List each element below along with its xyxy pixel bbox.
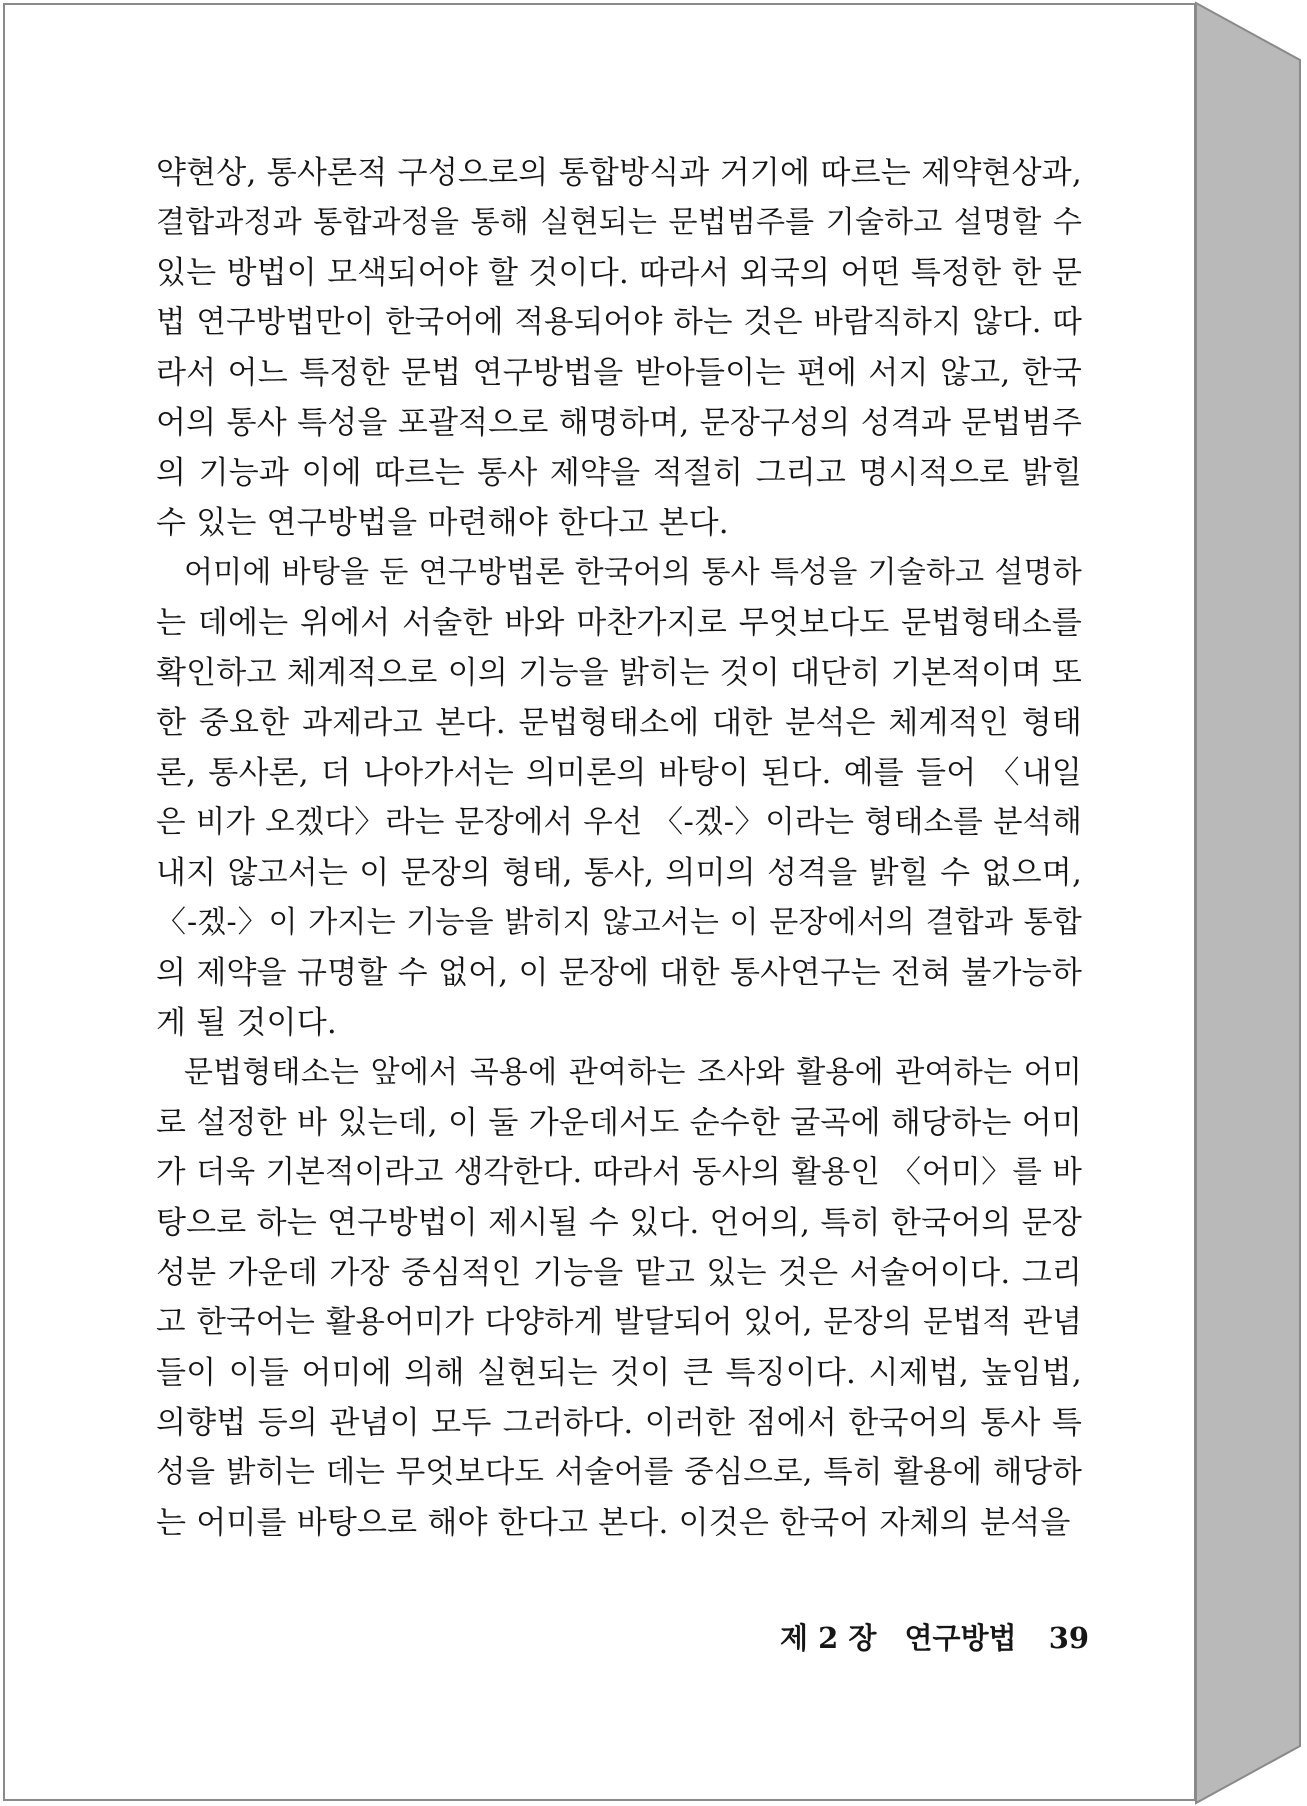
text-line: 은 비가 오겠다〉라는 문장에서 우선 〈-겠-〉이라는 형태소를 분석해 (156, 805, 1082, 840)
text-line: 들이 이들 어미에 의해 실현되는 것이 큰 특징이다. 시제법, 높임법, (156, 1355, 1082, 1391)
text-line: 법 연구방법만이 한국어에 적용되어야 하는 것은 바람직하지 않다. 따 (156, 305, 1082, 340)
text-line: 성을 밝히는 데는 무엇보다도 서술어를 중심으로, 특히 활용에 해당하 (156, 1455, 1082, 1490)
text-line: 의 제약을 규명할 수 없어, 이 문장에 대한 통사연구는 전혀 불가능하 (156, 955, 1082, 991)
text-line: 가 더욱 기본적이라고 생각한다. 따라서 동사의 활용인 〈어미〉를 바 (156, 1155, 1082, 1190)
text-line: 론, 통사론, 더 나아가서는 의미론의 바탕이 된다. 예를 들어 〈내일 (156, 755, 1082, 791)
text-line: 고 한국어는 활용어미가 다양하게 발달되어 있어, 문장의 문법적 관념 (156, 1305, 1082, 1340)
text-line: 성분 가운데 가장 중심적인 기능을 맡고 있는 것은 서술어이다. 그리 (156, 1255, 1082, 1291)
text-line: 한 중요한 과제라고 본다. 문법형태소에 대한 분석은 체계적인 형태 (156, 705, 1082, 741)
text-line: 결합과정과 통합과정을 통해 실현되는 문법범주를 기술하고 설명할 수 (156, 205, 1082, 240)
text-line: 의 기능과 이에 따르는 통사 제약을 적절히 그리고 명시적으로 밝힐 (156, 455, 1082, 491)
text-line: 약현상, 통사론적 구성으로의 통합방식과 거기에 따르는 제약현상과, (156, 155, 1082, 191)
paragraph (156, 148, 1082, 548)
book-side-panel (1196, 3, 1300, 1803)
text-line: 라서 어느 특정한 문법 연구방법을 받아들이는 편에 서지 않고, 한국 (156, 355, 1082, 391)
text-line: 게 될 것이다. (156, 1005, 337, 1041)
footer-chapter: 제 2 장 (780, 1621, 877, 1655)
text-line: 있는 방법이 모색되어야 할 것이다. 따라서 외국의 어떤 특정한 한 문 (156, 255, 1082, 291)
text-line: 내지 않고서는 이 문장의 형태, 통사, 의미의 성격을 밝힐 수 없으며, (156, 855, 1082, 891)
text-line: 탕으로 하는 연구방법이 제시될 수 있다. 언어의, 특히 한국어의 문장 (156, 1205, 1082, 1241)
footer-section-title: 연구방법 (904, 1621, 1017, 1655)
page-number: 39 (1048, 1621, 1090, 1655)
text-line: 의향법 등의 관념이 모두 그러하다. 이러한 점에서 한국어의 통사 특 (156, 1405, 1082, 1441)
paragraph (156, 1048, 1082, 1548)
text-line: 〈-겠-〉이 가지는 기능을 밝히지 않고서는 이 문장에서의 결합과 통합 (156, 905, 1082, 940)
paragraph (156, 548, 1082, 1048)
text-line: 어의 통사 특성을 포괄적으로 해명하며, 문장구성의 성격과 문법범주 (156, 405, 1082, 441)
text-line: 는 어미를 바탕으로 해야 한다고 본다. 이것은 한국어 자체의 분석을 (156, 1505, 1071, 1541)
text-line: 문법형태소는 앞에서 곡용에 관여하는 조사와 활용에 관여하는 어미 (184, 1055, 1082, 1090)
text-line: 확인하고 체계적으로 이의 기능을 밝히는 것이 대단히 기본적이며 또 (156, 655, 1082, 691)
text-line: 수 있는 연구방법을 마련해야 한다고 본다. (156, 505, 729, 541)
page-footer (780, 1616, 1089, 1657)
text-line: 어미에 바탕을 둔 연구방법론 한국어의 통사 특성을 기술하고 설명하 (184, 555, 1082, 590)
text-line: 는 데에는 위에서 서술한 바와 마찬가지로 무엇보다도 문법형태소를 (156, 605, 1082, 641)
body-text (156, 148, 1082, 1548)
text-line: 로 설정한 바 있는데, 이 둘 가운데서도 순수한 굴곡에 해당하는 어미 (156, 1105, 1082, 1141)
